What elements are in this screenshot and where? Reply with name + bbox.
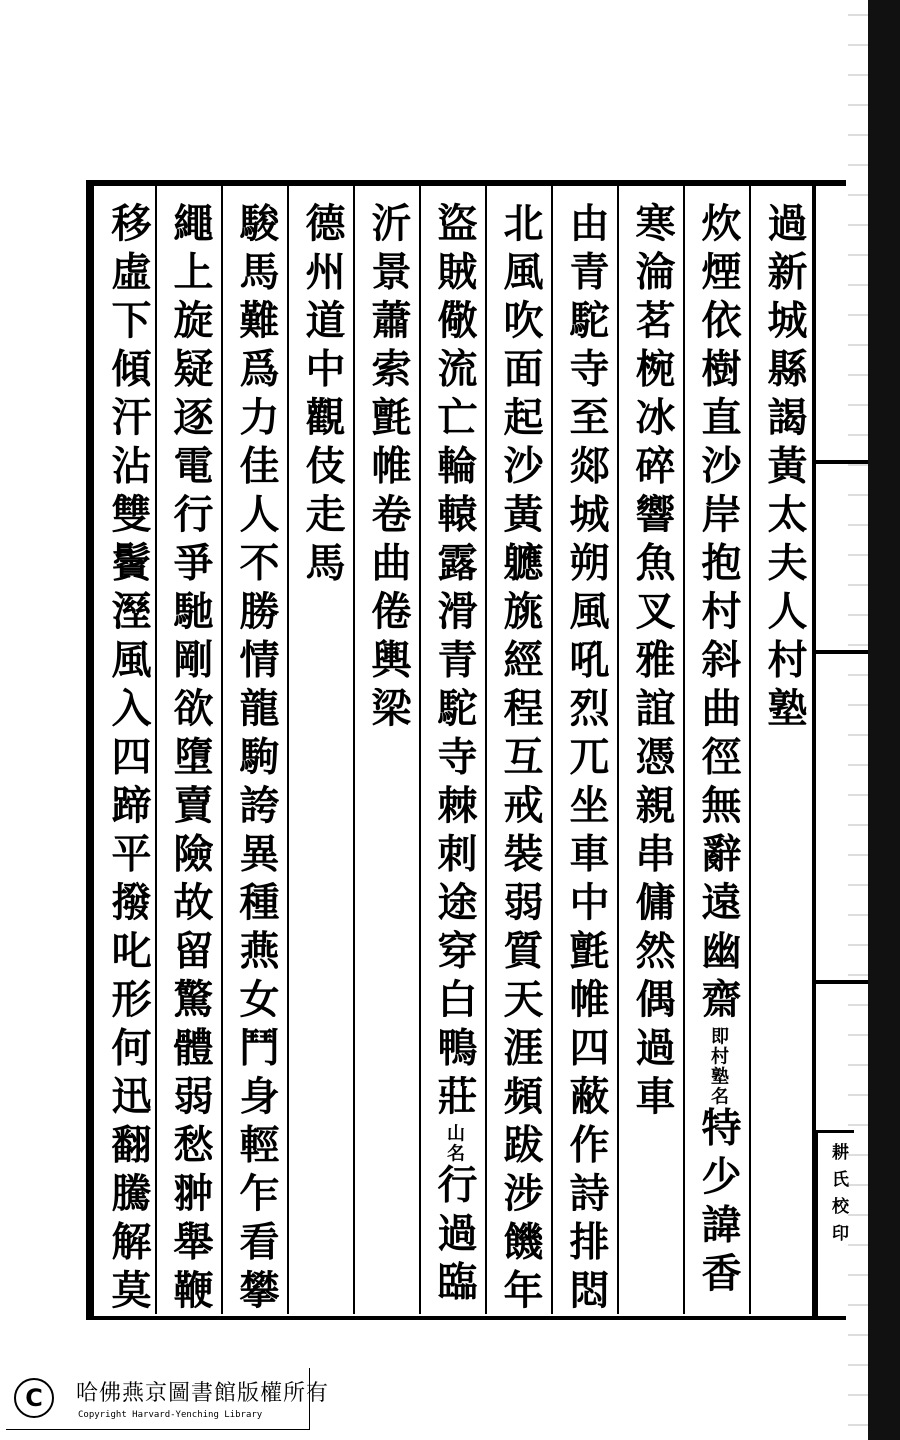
fishtail-mark xyxy=(816,980,868,984)
poem-line: 北風吹面起沙黃軈旐經程互戒裝弱質天涯頻跋涉饑年 xyxy=(497,202,544,1318)
poem-line: 駿馬難爲力佳人不勝情龍駒誇異種燕女鬥身輕乍看攀 xyxy=(233,202,280,1318)
text-column-1 xyxy=(750,186,816,1314)
text-column-5 xyxy=(486,186,552,1318)
poem-line: 移虛下傾汗沾雙鬢溼風入四蹄平撥叱形何迅翻騰解莫 xyxy=(105,202,152,1318)
poem-line: 繩上旋疑逐電行爭馳剛欲墮賣險故留驚體弱愁翀舉鞭 xyxy=(167,202,214,1318)
text-column-6 xyxy=(420,186,486,1314)
poem-text: 炊煙依樹直沙岸抱村斜曲徑無辭遠幽齋 xyxy=(695,202,742,1027)
poem-line: 沂景蕭索氈帷卷曲倦輿梁 xyxy=(365,202,412,736)
text-column-9 xyxy=(222,186,288,1318)
fold-label-box xyxy=(816,1130,854,1320)
copyright-icon: C xyxy=(14,1378,54,1418)
poem-text: 行過臨 xyxy=(431,1163,478,1309)
fold-label: 耕氏校印 xyxy=(828,1143,848,1251)
text-column-11 xyxy=(94,186,160,1318)
copyright-stamp xyxy=(6,1368,330,1430)
text-column-7 xyxy=(354,186,420,1314)
poem-line: 寒淪茗椀冰碎響魚叉雅誼憑親串傭然偶過車 xyxy=(629,202,676,1124)
poem-text: 盜賊儆流亡輪轅露滑青駝寺棘刺途穿白鴨莊 xyxy=(431,202,478,1124)
text-column-2 xyxy=(684,186,750,1314)
fishtail-mark xyxy=(816,650,868,654)
poem-line xyxy=(424,202,484,1309)
poem-text: 特少諱香 xyxy=(695,1106,742,1301)
annotation-note: 即村塾名 xyxy=(708,1026,729,1107)
page-binding xyxy=(868,0,900,1440)
text-column-4 xyxy=(552,186,618,1318)
poem-title: 由青駝寺至郯城朔風吼烈兀坐車中氈帷四蔽作詩排悶 xyxy=(563,202,610,1318)
fishtail-mark xyxy=(816,460,868,464)
annotation-note: 山名 xyxy=(444,1123,465,1164)
text-column-3 xyxy=(618,186,684,1314)
text-column-10 xyxy=(156,186,222,1318)
poem-title: 過新城縣謁黃太夫人村塾 xyxy=(761,202,808,736)
poem-title: 德州道中觀伎走馬 xyxy=(299,202,346,590)
copyright-text: 哈佛燕京圖書館版權所有 xyxy=(76,1381,330,1406)
poem-line xyxy=(688,202,748,1301)
copyright-subtext: Copyright Harvard-Yenching Library xyxy=(78,1410,263,1420)
text-column-8 xyxy=(288,186,354,1314)
